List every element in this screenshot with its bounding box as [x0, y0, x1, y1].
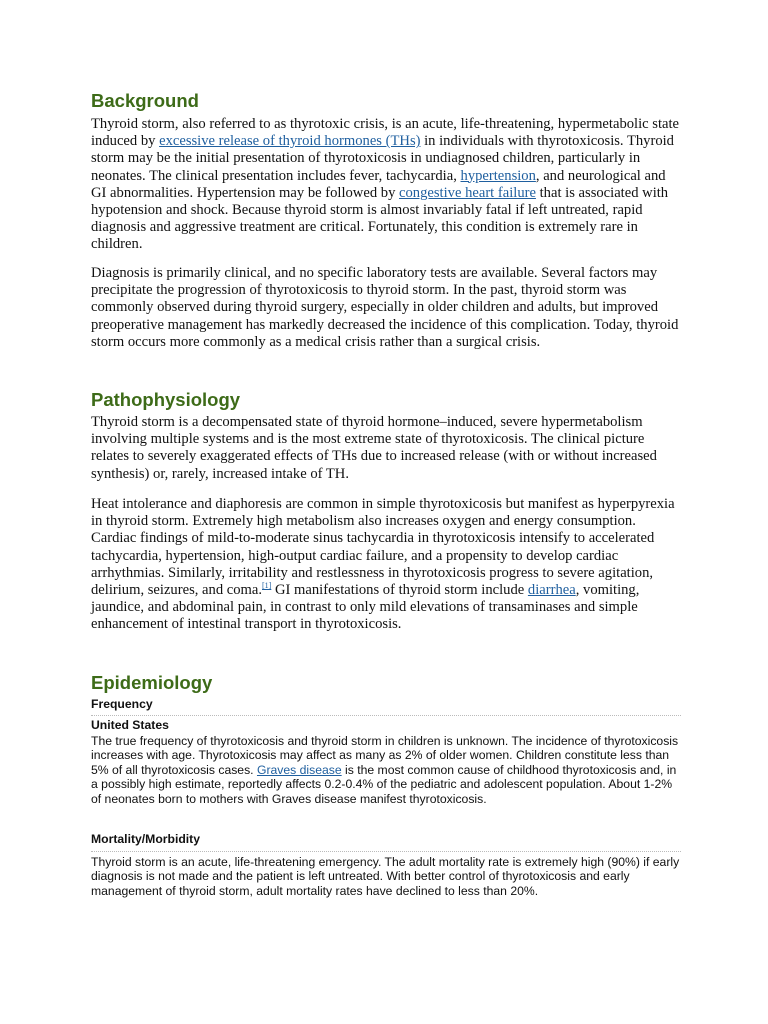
heading-epidemiology: Epidemiology: [91, 672, 213, 693]
text-span: , vomiting, jaundice, and abdominal pain, in contrast to only mild elevations of transaminases and simple enhancement of intestinal transport in thyrotoxicosis.: [91, 582, 640, 633]
text-span: is the most common cause of childhood thyrotoxicosis and, in a possibly high estimate, reportedly affects 0.2-0.4% of the pediatric and adolescent population. About 1-2% of neonates born to mothers with Graves disease manifest thyrotoxicosis.: [91, 762, 677, 806]
text-span: Thyroid storm, also referred to as thyrotoxic crisis, is an acute, life-threatening, hypermetabolic state induced by: [91, 116, 680, 150]
text-span: that is associated with hypotension and shock. Because thyroid storm is almost invariably fatal if left untreated, rapid diagnosis and aggressive treatment are critical. Fortunately, this condition is extremely rare in children.: [91, 184, 669, 253]
background-paragraph-1: [91, 116, 681, 254]
divider: [91, 851, 681, 852]
link-diarrhea[interactable]: diarrhea: [527, 582, 576, 599]
frequency-paragraph: [91, 734, 683, 806]
subheading-united-states: United States: [91, 718, 169, 732]
link-congestive-heart-failure[interactable]: congestive heart failure: [399, 184, 536, 201]
pathophysiology-paragraph-2: [91, 496, 681, 634]
reference-link-1[interactable]: [1]: [262, 581, 272, 591]
link-hypertension[interactable]: hypertension: [460, 167, 536, 184]
background-paragraph-2: Diagnosis is primarily clinical, and no specific laboratory tests are available. Several factors may precipitate the progression of thyrotoxicosis to thyroid storm. In the past, thyroid storm was commonly observed during thyroid surgery, especially in older children and adults, but improved preoperative management has markedly decreased the incidence of this complication. Today, thyroid storm occurs more commonly as a medical crisis rather than a surgical crisis.: [91, 265, 679, 350]
text-span: The true frequency of thyrotoxicosis and thyroid storm in children is unknown. The incidence of thyrotoxicosis increases with age. Thyrotoxicosis may affect as many as 2% of older women. Children constitute less than 5% of all thyrotoxicosis cases.: [91, 734, 679, 777]
link-graves-disease[interactable]: Graves disease: [256, 762, 342, 777]
divider: [91, 715, 681, 716]
text-span: , and neurological and GI abnormalities. Hypertension may be followed by: [91, 167, 666, 201]
link-excessive-release[interactable]: excessive release of thyroid hormones (THs): [159, 133, 421, 150]
subheading-frequency: Frequency: [91, 697, 153, 711]
heading-background: Background: [91, 90, 199, 111]
pathophysiology-paragraph-1: Thyroid storm is a decompensated state of thyroid hormone–induced, severe hypermetabolism involving multiple systems and is the most extreme state of thyrotoxicosis. The clinical picture relates to severely exaggerated effects of THs due to increased release (with or without increased synthesis) or, rarely, increased intake of TH.: [91, 414, 657, 482]
subheading-mortality-morbidity: Mortality/Morbidity: [91, 832, 201, 846]
mortality-paragraph: Thyroid storm is an acute, life-threatening emergency. The adult mortality rate is extremely high (90%) if early diagnosis is not made and the patient is left untreated. With better control of thyrotoxicosis and early management of thyroid storm, adult mortality rates have declined to less than 20%.: [91, 855, 680, 898]
text-span: Heat intolerance and diaphoresis are common in simple thyrotoxicosis but manifest as hyperpyrexia in thyroid storm. Extremely high metabolism also increases oxygen and energy consumption. Cardiac findings of mild-to-moderate sinus tachycardia in thyrotoxicosis intensify to accelerated tachycardia, hypertension, high-output cardiac failure, and a propensity to develop cardiac arrhythmias. Similarly, irritability and restlessness in thyrotoxicosis progress to severe agitation, delirium, seizures, and coma.: [91, 496, 675, 599]
heading-pathophysiology: Pathophysiology: [91, 389, 241, 410]
text-span: GI manifestations of thyroid storm include: [271, 582, 528, 599]
text-span: in individuals with thyrotoxicosis. Thyroid storm may be the initial presentation of thyrotoxicosis in undiagnosed children, particularly in neonates. The clinical presentation includes fever, tachycardia,: [91, 133, 674, 184]
